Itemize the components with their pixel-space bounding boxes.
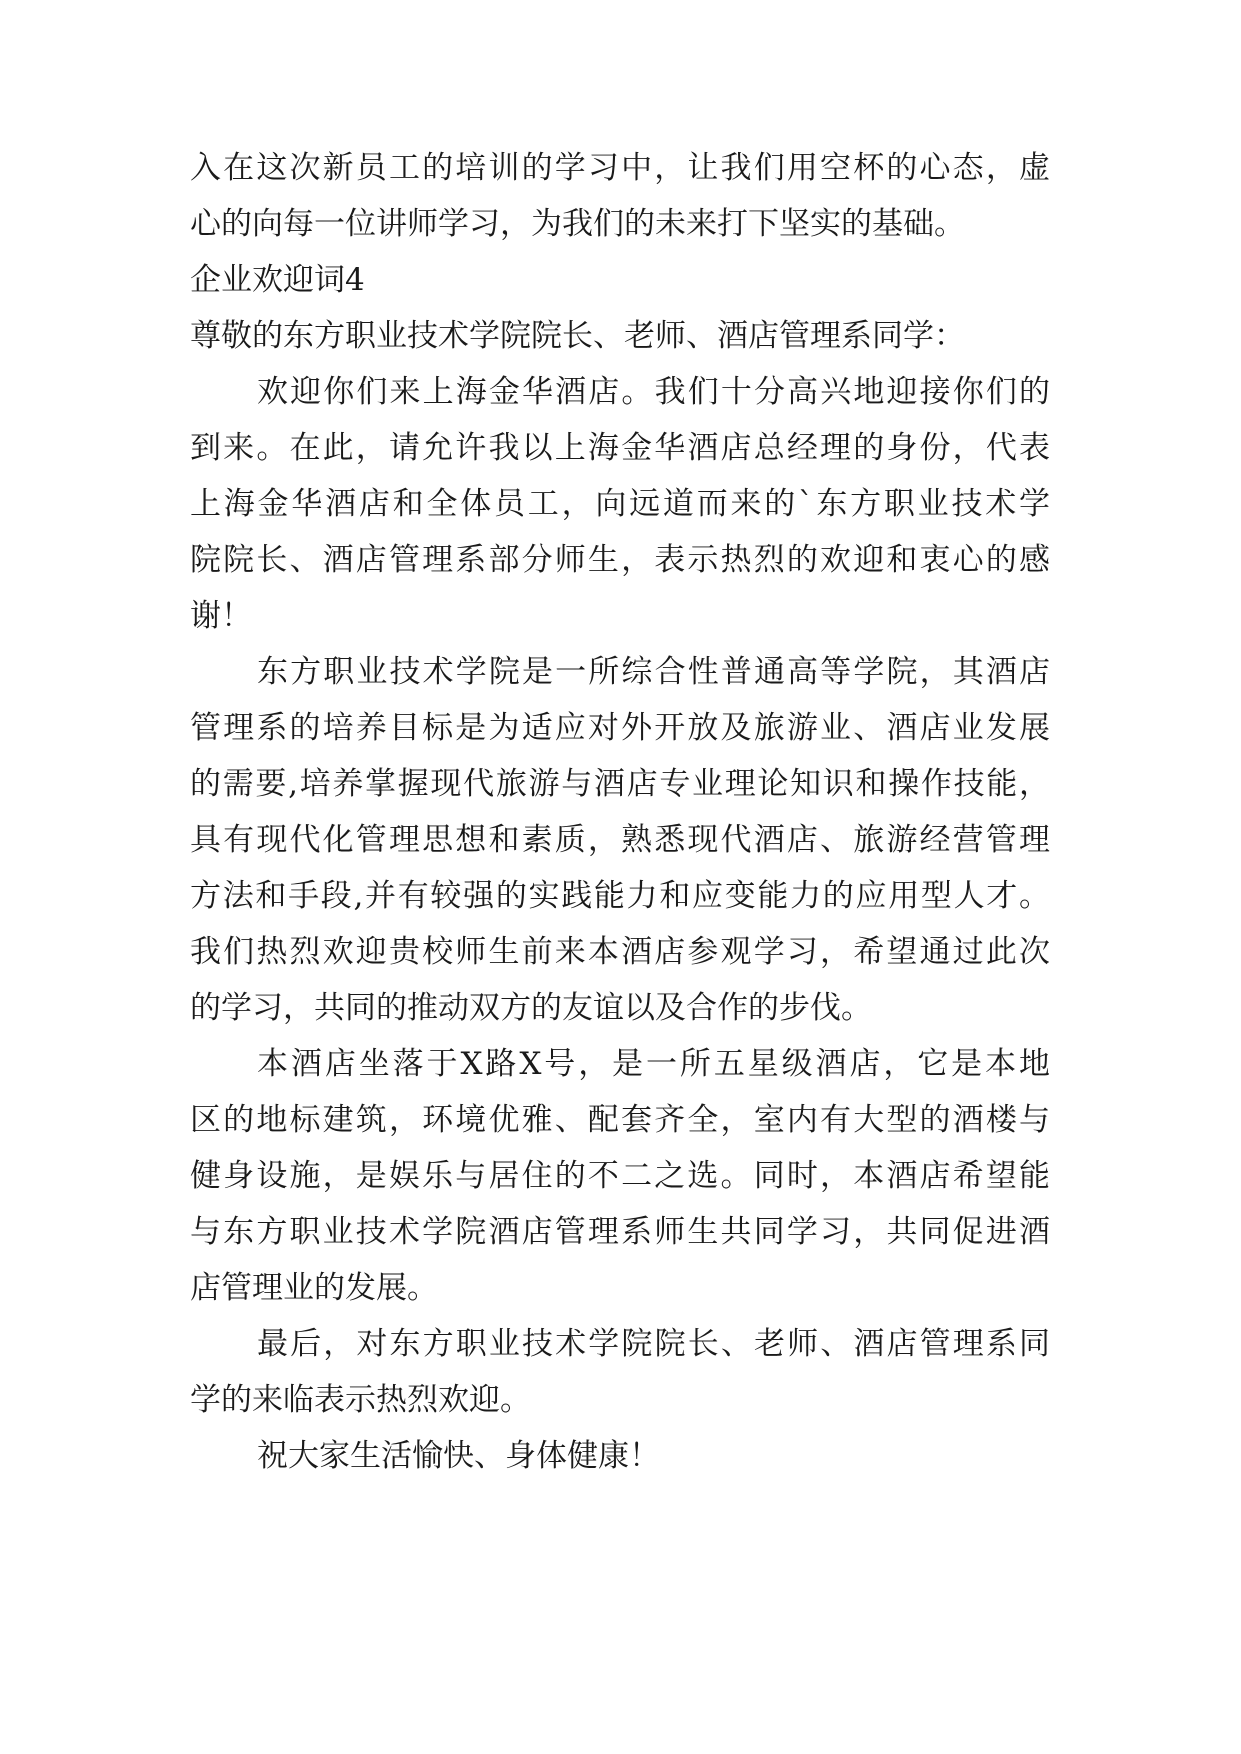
salutation: 尊敬的东方职业技术学院院长、老师、酒店管理系同学： [190, 318, 965, 354]
text-line: 方法和手段,并有较强的实践能力和应变能力的应用型人才。 [190, 878, 1050, 914]
section-heading: 企业欢迎词4 [190, 262, 365, 298]
text-line: 的学习，共同的推动双方的友谊以及合作的步伐。 [190, 990, 872, 1026]
text-line: 健身设施，是娱乐与居住的不二之选。同时，本酒店希望能 [190, 1158, 1050, 1194]
paragraph-start-line: 东方职业技术学院是一所综合性普通高等学院，其酒店 [257, 654, 1050, 690]
text-line: 上海金华酒店和全体员工，向远道而来的`东方职业技术学 [190, 486, 1050, 522]
text-line: 谢！ [190, 598, 252, 634]
text-line: 院院长、酒店管理系部分师生，表示热烈的欢迎和衷心的感 [190, 542, 1050, 578]
paragraph-start-line: 最后，对东方职业技术学院院长、老师、酒店管理系同 [257, 1326, 1050, 1362]
closing-line: 祝大家生活愉快、身体健康！ [257, 1438, 660, 1474]
text-line: 我们热烈欢迎贵校师生前来本酒店参观学习，希望通过此次 [190, 934, 1050, 970]
text-line: 心的向每一位讲师学习，为我们的未来打下坚实的基础。 [190, 206, 965, 242]
text-line: 入在这次新员工的培训的学习中，让我们用空杯的心态，虚 [190, 150, 1050, 186]
text-line: 店管理业的发展。 [190, 1270, 438, 1306]
text-line: 具有现代化管理思想和素质，熟悉现代酒店、旅游经营管理 [190, 822, 1050, 858]
text-line: 到来。在此，请允许我以上海金华酒店总经理的身份，代表 [190, 430, 1050, 466]
text-line: 区的地标建筑，环境优雅、配套齐全，室内有大型的酒楼与 [190, 1102, 1050, 1138]
text-line: 的需要,培养掌握现代旅游与酒店专业理论知识和操作技能， [190, 766, 1050, 802]
text-line: 与东方职业技术学院酒店管理系师生共同学习，共同促进酒 [190, 1214, 1050, 1250]
paragraph-start-line: 本酒店坐落于X路X号，是一所五星级酒店，它是本地 [257, 1046, 1050, 1082]
text-line: 学的来临表示热烈欢迎。 [190, 1382, 531, 1418]
text-line: 管理系的培养目标是为适应对外开放及旅游业、酒店业发展 [190, 710, 1050, 746]
paragraph-start-line: 欢迎你们来上海金华酒店。我们十分高兴地迎接你们的 [257, 374, 1050, 410]
